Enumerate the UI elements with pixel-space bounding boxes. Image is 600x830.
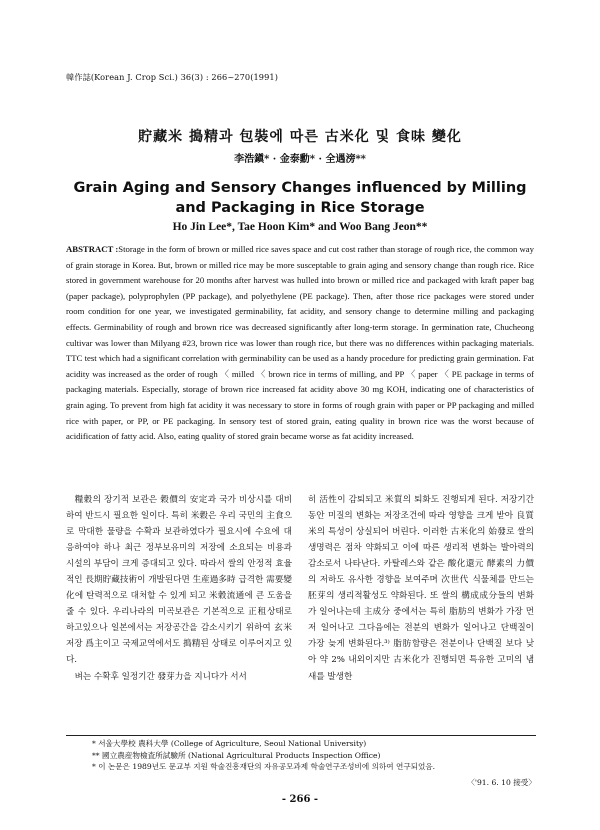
journal-reference: 韓作誌(Korean J. Crop Sci.) 36(3) : 266~270(1991) <box>66 72 279 82</box>
received-date: 〈'91. 6. 10 接受〉 <box>467 778 536 787</box>
korean-authors: 李浩鎭* · 金泰勳* · 全遇滂** <box>234 154 366 165</box>
korean-title: 貯藏米 搗精과 包裝에 따른 古米化 및 食味 變化 <box>138 129 462 145</box>
body-paragraph: 벼는 수확후 일정기간 發芽力을 지니다가 서서 <box>74 671 247 682</box>
english-title-line-1: Grain Aging and Sensory Changes influenced by Milling <box>73 180 527 196</box>
abstract-label: ABSTRACT : <box>66 244 119 254</box>
english-title-line-2: and Packaging in Rice Storage <box>175 200 425 216</box>
body-column-right <box>308 492 534 685</box>
footnotes <box>92 738 536 773</box>
body-paragraph: 糧穀의 장기적 보관은 穀價의 安定과 국가 비상시를 대비하여 반드시 필요한 일이다. 특히 米穀은 우리 국민의 主食으로 막대한 물량을 수확과 보관하였다가 필요시에 수요에 대응하여야 하나 최근 정부보유미의 저장에 소요되는 비용과 시설의 부담이 크게 증대되고 있다. 따라서 쌀의 안정적 효율적인 長期貯藏技術이 개발된다면 生産過多時 급격한 需要變化에 탄력적으로 대처할 수 있게 되고 米穀流通에 큰 도움을 줄 수 있다. 우리나라의 미곡보관은 기본적으로 正租상태로 하고있으나 일본에서는 저장공간을 감소시키기 위하여 玄米저장 爲主이고 국제교역에서도 搗精된 상태로 이루어지고 있다. <box>66 495 292 666</box>
footnote-affiliation-1: * 서울大學校 農科大學 (College of Agriculture, Seoul National University) <box>92 739 367 748</box>
body-column-left <box>66 492 292 685</box>
body-paragraph: 히 活性이 감퇴되고 米質의 퇴화도 진행되게 된다. 저장기간동안 미질의 변화는 저장조건에 따라 영향을 크게 받아 良質米의 특성이 상실되어 버린다. 이러한 古米化의 始發로 쌀의 생명력은 점차 약화되고 이에 따른 생리적 변화는 발아력의 감소로서 나타난다. 카탈레스와 같은 酸化還元 酵素의 力價의 저하도 유사한 경향을 보여주며 次世代 식물체를 만드는 胚芽의 생리적활성도 약화된다. 또 쌀의 構成成分들의 변화가 일어나는데 主成分 중에서는 특히 脂肪의 변화가 가장 먼저 일어나고 그다음에는 전분의 변화가 일어나고 단백질이 가장 늦게 변화된다.³⁾ 脂肪함량은 전분이나 단백질 보다 낮아 약 2% 내외이지만 古米化가 진행되면 특유한 고미의 냄새를 발생한 <box>308 495 534 682</box>
abstract <box>66 242 534 445</box>
footnote-divider <box>66 735 536 736</box>
english-authors: Ho Jin Lee*, Tae Hoon Kim* and Woo Bang Jeon** <box>172 221 428 233</box>
abstract-text: Storage in the form of brown or milled rice saves space and cut cost rather than storage of rough rice, the common way of grain storage in Korea. But, brown or milled rice may be more susceptable to grain aging and sensory change than rough rice. Rice stored in government warehouse for 20 months after harvest was hulled into brown or milled rice and packaged with kraft paper bag (paper package), polyprophylen (PP package), and polyethylene (PE package). Then, after those rice packages were stored under room condition for one year, we investigated germinability, fat acidity, and sensory change to determine milling and packaging effects. Germinability of rough and brown rice was decreased significantly after long-term storage. In germination rate, Chucheong cultivar was lower than Milyang #23, brown rice was lower than rough rice, but there was no differences within packaging materials. TTC test which had a significant correlation with germinability can be used as a handy procedure for predicting grain germination. Fat acidity was increased as the order of rough 〈 milled 〈 brown rice in terms of milling, and PP 〈 paper 〈 PE package in terms of packaging materials. Especially, storage of brown rice increased fat acidity above 30 mg KOH, indicating one of characteristics of grain aging. To prevent from high fat acidity it was necessary to store in forms of rough grain with paper or PP packaging and milled rice with paper, or PP, or PE packaging. In sensory test of stored grain, eating quality in brown rice was the worst because of acidification of fatty acid. Also, eating quality of stored grain became worse as fat acidity increased. <box>66 244 535 442</box>
footnote-funding: * 이 논문은 1989년도 문교부 지원 학술진흥재단의 자유공모과제 학술연구조성비에 의하여 연구되었음. <box>92 762 436 771</box>
page-number: - 266 - <box>281 794 319 805</box>
english-title <box>0 178 600 218</box>
footnote-affiliation-2: ** 國立農産物檢査所試驗所 (National Agricultural Products Inspection Office) <box>92 750 381 760</box>
